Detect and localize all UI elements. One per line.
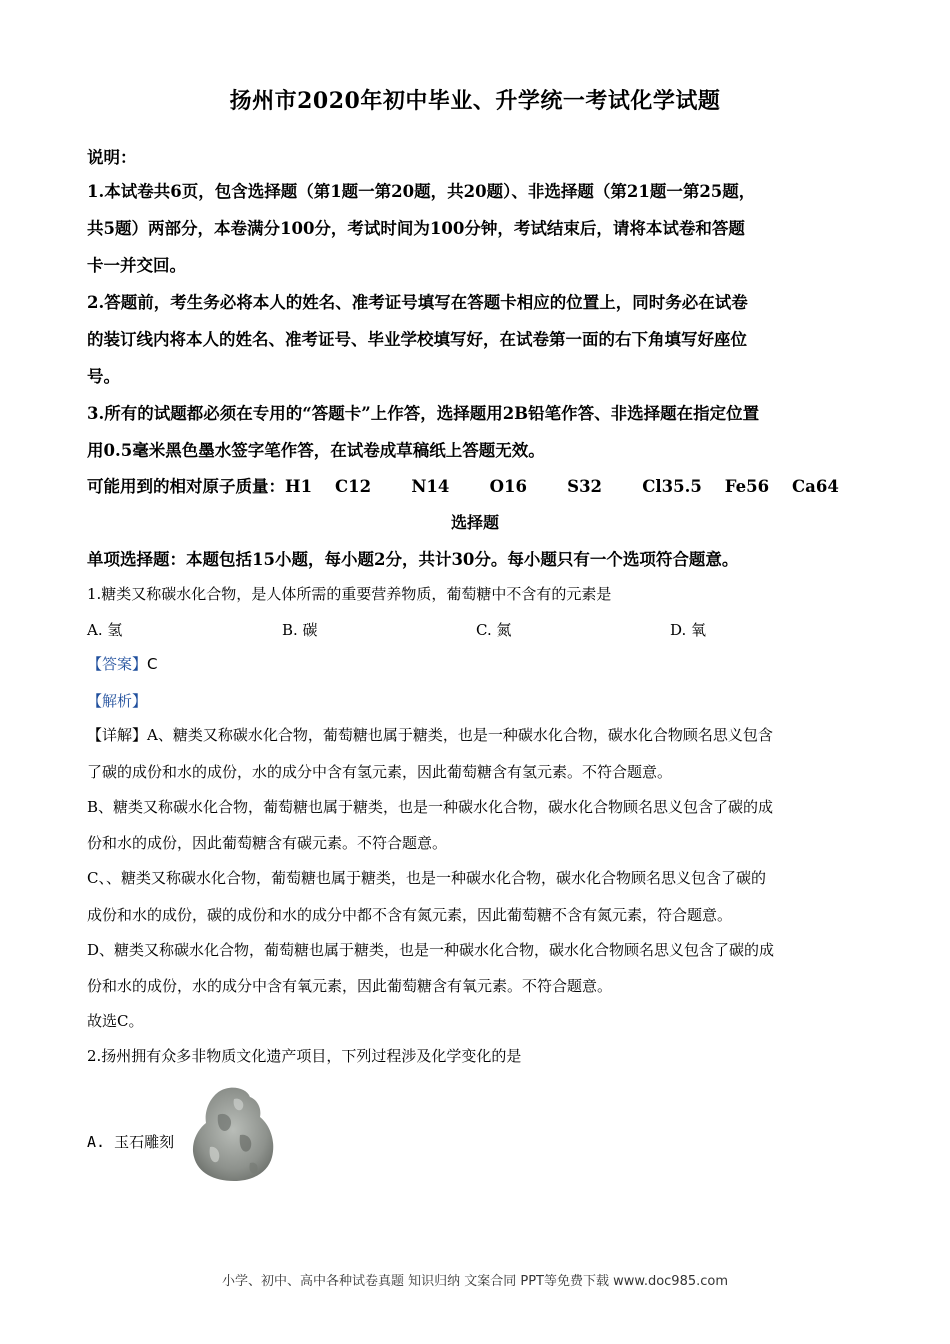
q1-answer: [87, 653, 158, 674]
detail-tag: 【详解】: [87, 726, 148, 744]
section-description: 单项选择题：本题包括15小题，每小题2分，共计30分。每小题只有一个选项符合题意。: [87, 550, 739, 569]
explanation-line: 【详解】A、糖类又称碳水化合物，葡萄糖也属于糖类，也是一种碳水化合物，碳水化合物顾名思义包含: [87, 726, 773, 744]
explanation-line: C、、糖类又称碳水化合物，葡萄糖也属于糖类，也是一种碳水化合物，碳水化合物顾名思义包含了碳的: [87, 869, 766, 887]
conclusion-line: 故选C。: [87, 1012, 144, 1030]
instruction-line: 2.答题前，考生务必将本人的姓名、准考证号填写在答题卡相应的位置上，同时务必在试卷: [87, 293, 748, 312]
q1-option-a: A. 氢: [87, 621, 123, 639]
analysis-tag: 【解析】: [87, 692, 148, 710]
instruction-line: 的装订线内将本人的姓名、准考证号、毕业学校填写好，在试卷第一面的右下角填写好座位: [87, 330, 747, 349]
question-1-stem: 1.糖类又称碳水化合物，是人体所需的重要营养物质，葡萄糖中不含有的元素是: [87, 585, 612, 603]
q2-option-a: A. 玉石雕刻: [87, 1133, 175, 1151]
explanation-line: 份和水的成份，水的成分中含有氧元素，因此葡萄糖含有氧元素。不符合题意。: [87, 977, 613, 995]
instruction-line: 用0.5毫米黑色墨水签字笔作答，在试卷成草稿纸上答题无效。: [87, 441, 545, 460]
instruction-line: 共5题）两部分，本卷满分100分，考试时间为100分钟，考试结束后，请将本试卷和答题: [87, 219, 745, 238]
instruction-line: 1.本试卷共6页，包含选择题（第1题一第20题，共20题）、非选择题（第21题一第25题，: [87, 182, 756, 201]
instruction-line: 3.所有的试题都必须在专用的“答题卡”上作答，选择题用2B铅笔作答、非选择题在指定位置: [87, 404, 760, 423]
q1-option-c: C. 氮: [476, 621, 512, 639]
explanation-line: 了碳的成份和水的成份，水的成分中含有氢元素，因此葡萄糖含有氢元素。不符合题意。: [87, 763, 673, 781]
atomic-mass-line: 可能用到的相对原子质量：H1 C12 N14 O16 S32 Cl35.5 Fe56 Ca64: [87, 477, 839, 496]
page-title: 扬州市2020年初中毕业、升学统一考试化学试题: [229, 88, 721, 114]
explanation-line: 成份和水的成份，碳的成份和水的成分中都不含有氮元素，因此葡萄糖不含有氮元素，符合题意。: [87, 906, 733, 924]
section-title: 选择题: [450, 513, 499, 532]
explanation-line: 份和水的成份，因此葡萄糖含有碳元素。不符合题意。: [87, 834, 448, 852]
instruction-line: 卡一并交回。: [87, 256, 186, 275]
q1-option-b: B. 碳: [282, 621, 318, 639]
answer-tag: 【答案】: [87, 655, 148, 673]
jade-carving-image: [190, 1085, 278, 1183]
q1-option-d: D. 氧: [670, 621, 707, 639]
instruction-line: 号。: [87, 367, 120, 386]
question-2-stem: 2.扬州拥有众多非物质文化遗产项目，下列过程涉及化学变化的是: [87, 1047, 522, 1065]
explanation-line: D、糖类又称碳水化合物，葡萄糖也属于糖类，也是一种碳水化合物，碳水化合物顾名思义包含了碳的成: [87, 941, 775, 959]
answer-value: C: [147, 655, 158, 673]
instructions-heading: 说明：: [87, 148, 137, 167]
explanation-line: B、糖类又称碳水化合物，葡萄糖也属于糖类，也是一种碳水化合物，碳水化合物顾名思义包含了碳的成: [87, 798, 774, 816]
page-footer: 小学、初中、高中各种试卷真题 知识归纳 文案合同 PPT等免费下载 www.doc985.com: [221, 1274, 729, 1289]
